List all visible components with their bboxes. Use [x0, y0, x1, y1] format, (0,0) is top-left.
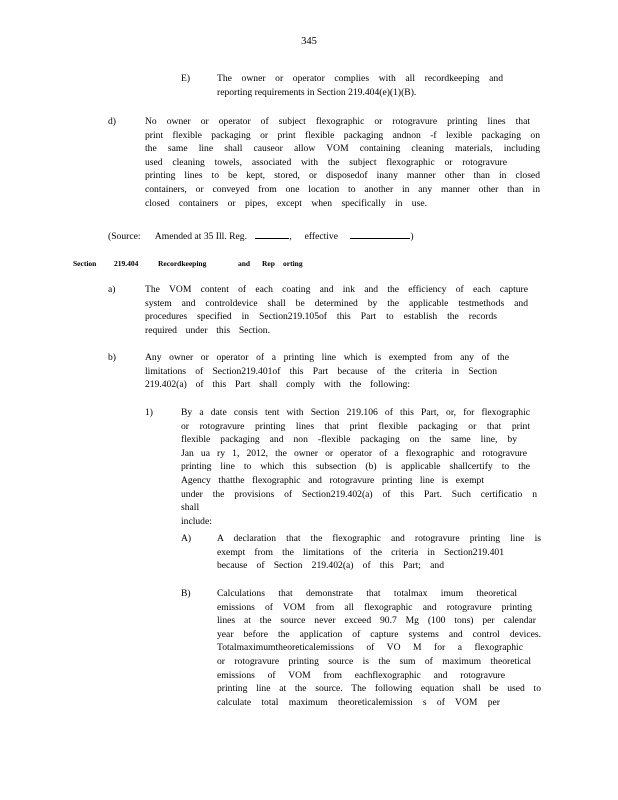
text-line: Calculations that demonstrate that totalmax imum theoretical [217, 588, 517, 599]
text-line: Agency thatthe flexographic and rotogravure printing line is exempt [181, 474, 484, 486]
item-a-text [145, 283, 528, 337]
item-A-text [217, 532, 541, 573]
blank-line [350, 228, 410, 239]
text-line: Totalmaximumtheoreticalemissions of VO M for a flexographic [217, 642, 523, 654]
text-line: Any owner or operator of a printing line which is exempted from any of the [145, 352, 509, 363]
item-A-label: A) [181, 533, 192, 544]
item-1-label: 1) [145, 407, 153, 418]
text-line: printing lines to be kept, stored, or disposedof inany manner other than in closed [145, 170, 540, 182]
text-line: print flexible packaging or print flexible packaging andnon -f lexible packaging on [145, 129, 540, 141]
section-title-part: and [238, 259, 251, 268]
text-line: reporting requirements in Section 219.404(e)(1)(B). [217, 86, 417, 98]
blank-line [255, 228, 289, 239]
source-comma: , [289, 231, 292, 242]
text-line: exempt from the limitations of the criteria in Section219.401 [217, 546, 504, 558]
text-line: The owner or operator complies with all recordkeeping and [217, 73, 503, 84]
text-line: calculate total maximum theoreticalemission s of VOM per [217, 696, 500, 708]
text-line: emissions of VOM from eachflexographic and rotogravure [217, 669, 505, 681]
text-line: shall include: [181, 502, 212, 527]
text-line: because of Section 219.402(a) of this Part; and [217, 560, 444, 572]
text-line: A declaration that the flexographic and rotogravure printing line is [217, 533, 541, 544]
item-B-label: B) [181, 588, 191, 599]
section-label: Section [73, 259, 97, 268]
text-line: By a date consis tent with Section 219.106 of this Part, or, for flexographic [181, 407, 530, 418]
text-line: lines at the source never exceed 90.7 Mg (100 tons) per calendar [217, 615, 536, 627]
item-1-text [181, 406, 537, 528]
source-effective: effective [304, 231, 338, 242]
text-line: flexible packaging and non -flexible packaging on the same line, by [181, 434, 517, 446]
text-line: printing line at the source. The following equation shall be used to [217, 683, 541, 695]
item-d-text [145, 115, 540, 210]
item-b-text [145, 351, 509, 392]
text-line: the same line shall causeor allow VOM containing cleaning materials, including [145, 143, 540, 155]
section-title-part: orting [283, 259, 303, 268]
text-line: year before the application of capture systems and control devices. [217, 628, 541, 640]
item-d-label: d) [108, 116, 116, 127]
text-line: Jan ua ry 1, 2012, the owner or operator of a flexographic and rotogravure [181, 447, 527, 459]
section-title-part: Rep [262, 259, 275, 268]
text-line: or rotogravure printing lines that print flexible packaging or that print [181, 420, 530, 432]
text-line: closed containers or pipes, except when specifically in use. [145, 197, 427, 209]
item-B-text [217, 587, 541, 709]
text-line: procedures specified in Section219.105of this Part to establish the records [145, 311, 497, 323]
source-close: ) [410, 231, 414, 242]
item-E-text [217, 72, 503, 99]
source-note [108, 228, 414, 244]
section-title-part: Recordkeeping [158, 259, 207, 268]
source-amended: Amended at 35 Ill. Reg. [154, 231, 247, 242]
text-line: system and controldevice shall be determined by the applicable testmethods and [145, 297, 528, 309]
text-line: or rotogravure printing source is the sum of maximum theoretical [217, 655, 531, 667]
text-line: used cleaning towels, associated with the subject flexographic or rotogravure [145, 156, 507, 168]
text-line: 219.402(a) of this Part shall comply with the following: [145, 379, 410, 391]
item-E-label: E) [181, 73, 191, 84]
item-a-label: a) [108, 284, 116, 295]
text-line: emissions of VOM from all flexographic and rotogravure printing [217, 601, 532, 613]
text-line: required under this Section. [145, 324, 270, 336]
page-number: 345 [301, 36, 317, 47]
section-number: 219.404 [114, 259, 139, 268]
item-b-label: b) [108, 352, 116, 363]
text-line: limitations of Section219.401of this Part because of the criteria in Section [145, 365, 497, 377]
source-label: (Source: [108, 231, 141, 242]
text-line: No owner or operator of subject flexographic or rotogravure printing lines that [145, 116, 530, 127]
text-line: containers, or conveyed from one location to another in any manner other than in [145, 183, 540, 195]
text-line: The VOM content of each coating and ink and the efficiency of each capture [145, 284, 528, 295]
text-line: printing line to which this subsection (b) is applicable shallcertify to the [181, 461, 530, 473]
text-line: under the provisions of Section219.402(a) of this Part. Such certificatio n [181, 488, 537, 500]
